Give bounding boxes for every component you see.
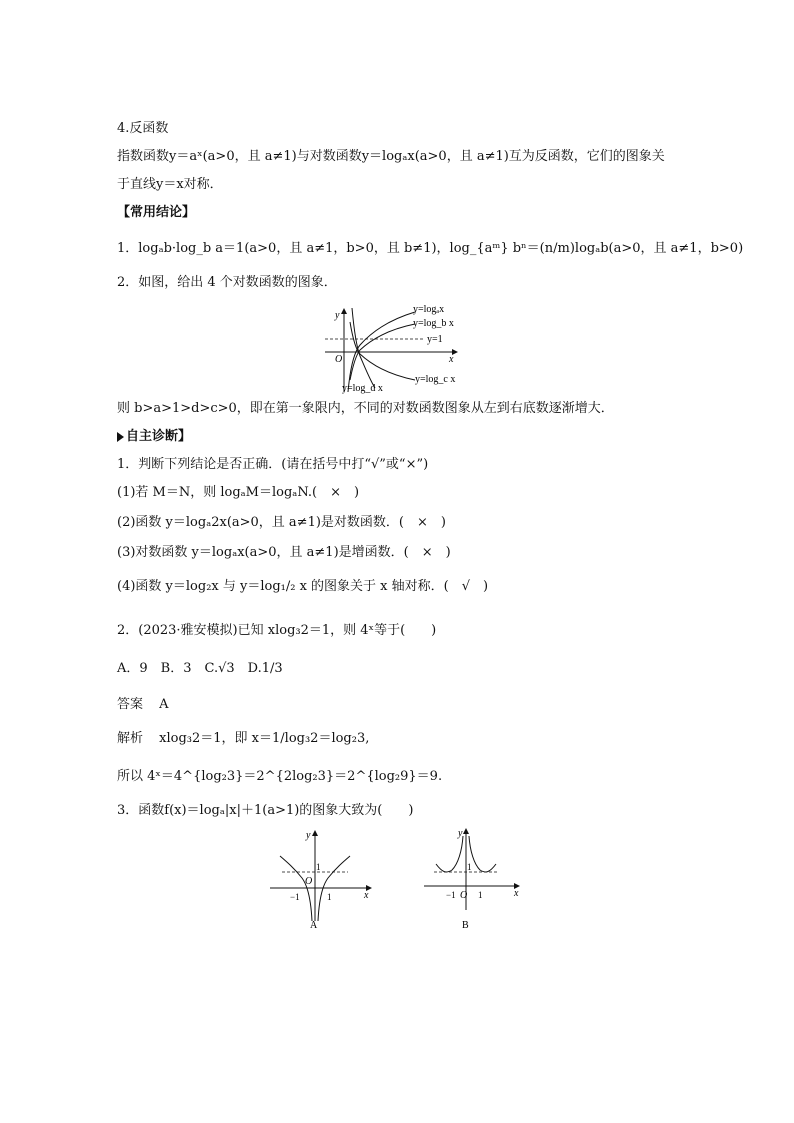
question-1-4: (4)函数 y＝log₂x 与 y＝log₁/₂ x 的图象关于 x 轴对称．( √ ) <box>117 579 489 594</box>
curve-log-d <box>352 308 375 388</box>
label-y: y <box>335 310 340 321</box>
label-x: x <box>449 354 454 365</box>
y-axis-arrow <box>341 308 347 314</box>
answer-label: 答案 <box>117 697 144 712</box>
y-axis-arrow <box>463 828 469 834</box>
analysis-line-1 <box>117 730 369 748</box>
graph-option-b <box>420 826 530 934</box>
y-axis-arrow <box>312 830 318 836</box>
section-4-line2: 于直线y＝x对称． <box>117 177 223 192</box>
caption-b: B <box>462 920 469 931</box>
common-conclusion-2: 2．如图，给出 4 个对数函数的图象． <box>117 275 337 290</box>
label-pos-one: 1 <box>478 890 483 900</box>
question-3: 3．函数f(x)＝logₐ|x|＋1(a>1)的图象大致为( ) <box>117 803 414 818</box>
analysis-line-2: 所以 4ˣ＝4^{log₂3}＝2^{2log₂3}＝2^{log₂9}＝9. <box>117 769 443 784</box>
common-conclusions-title: 【常用结论】 <box>117 205 196 220</box>
conclusion-text: 则 b>a>1>d>c>0，即在第一象限内，不同的对数函数图象从左到右底数逐渐增大． <box>117 401 614 416</box>
analysis-label: 解析 <box>117 731 144 746</box>
section-4-title: 4.反函数 <box>117 121 169 136</box>
marker-icon <box>117 432 124 442</box>
label-origin: O <box>335 354 343 365</box>
label-y1: y=1 <box>427 334 443 345</box>
answer-value: A <box>159 697 169 712</box>
answer-line <box>117 696 169 714</box>
left-branch <box>436 836 463 872</box>
label-x: x <box>364 890 369 901</box>
label-pos-one: 1 <box>327 892 332 902</box>
label-log-c: y=log_c x <box>415 374 456 385</box>
label-one-y: 1 <box>316 862 321 872</box>
analysis-text-1: xlog₃2＝1，即 x＝1/log₃2＝log₂3, <box>159 731 370 746</box>
question-1: 1．判断下列结论是否正确．(请在括号中打“√”或“×”) <box>117 457 429 472</box>
question-1-3: (3)对数函数 y＝logₐx(a>0，且 a≠1)是增函数．( × ) <box>117 545 451 560</box>
label-origin: O <box>460 890 468 901</box>
log-curves-figure <box>320 300 480 395</box>
right-branch <box>469 836 496 872</box>
label-log-a: y=logₐx <box>413 304 445 315</box>
question-2: 2．(2023·雅安模拟)已知 xlog₃2＝1，则 4ˣ等于( ) <box>117 623 437 638</box>
graph-option-a <box>268 826 378 934</box>
label-neg-one: −1 <box>290 892 300 902</box>
label-neg-one: −1 <box>446 890 456 900</box>
label-y: y <box>458 828 463 839</box>
label-y: y <box>306 830 311 841</box>
question-1-1: (1)若 M＝N，则 logₐM＝logₐN.( × ) <box>117 485 360 500</box>
question-1-2: (2)函数 y＝logₐ2x(a>0，且 a≠1)是对数函数．( × ) <box>117 515 446 530</box>
caption-a: A <box>310 920 318 931</box>
s4-line1-text: 指数函数y＝aˣ(a>0，且 a≠1)与对数函数y＝logₐx(a>0，且 a≠1)互为反函数，它们的图象关 <box>117 149 665 164</box>
label-x: x <box>514 888 519 899</box>
common-conclusion-1: 1．logₐb·log_b a＝1(a>0，且 a≠1，b>0，且 b≠1)，log_{aᵐ} bⁿ＝(n/m)logₐb(a>0，且 a≠1，b>0) <box>117 241 744 256</box>
label-one-y: 1 <box>467 862 472 872</box>
label-log-d: y=log_d x <box>342 383 383 394</box>
label-log-b: y=log_b x <box>413 318 454 329</box>
self-diagnosis-title: 自主诊断】 <box>117 428 191 446</box>
section-4-line1 <box>117 148 665 166</box>
label-origin: O <box>305 876 313 887</box>
question-2-options: A．9 B．3 C.√3 D.1/3 <box>117 661 283 676</box>
